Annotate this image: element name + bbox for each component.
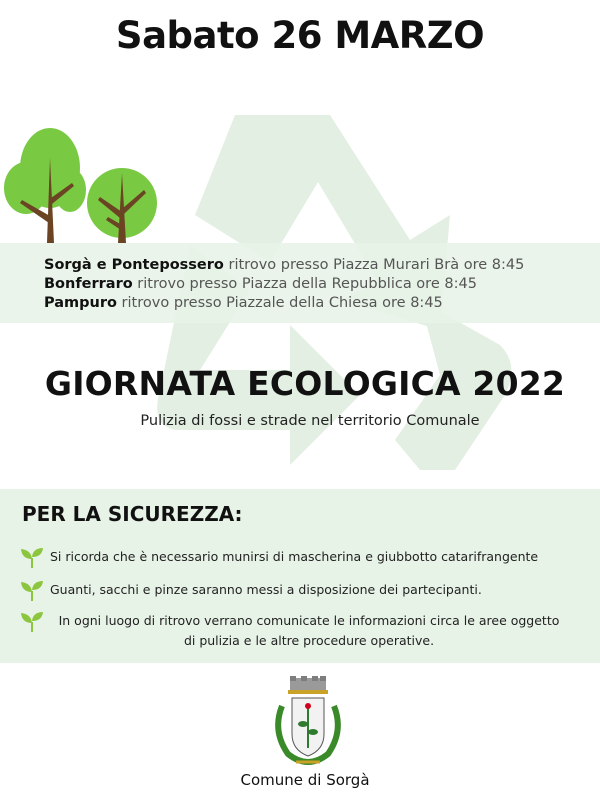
safety-item: In ogni luogo di ritrovo verrano comunicate le informazioni circa le aree oggetto di pulizia e le altre procedure operative.	[20, 611, 564, 651]
event-subtitle: Pulizia di fossi e strade nel territorio Comunale	[140, 413, 480, 429]
footer-municipality: Comune di Sorgà	[240, 771, 370, 789]
coat-of-arms-icon	[268, 676, 348, 768]
headline-date: Sabato 26 MARZO	[115, 14, 485, 57]
sprout-icon	[20, 547, 44, 569]
meeting-point: Pampuro ritrovo presso Piazzale della Chiesa ore 8:45	[44, 295, 443, 311]
sprout-icon	[20, 611, 44, 633]
meeting-points-list	[44, 256, 524, 313]
sprout-icon	[20, 580, 44, 602]
event-title: GIORNATA ECOLOGICA 2022	[44, 364, 566, 403]
meeting-point: Bonferraro ritrovo presso Piazza della Repubblica ore 8:45	[44, 276, 477, 292]
safety-item: Si ricorda che è necessario munirsi di mascherina e giubbotto catarifrangente	[20, 547, 538, 569]
meeting-point: Sorgà e Pontepossero ritrovo presso Piazza Murari Brà ore 8:45	[44, 257, 525, 273]
safety-item: Guanti, sacchi e pinze saranno messi a disposizione dei partecipanti.	[20, 580, 482, 602]
safety-title: PER LA SICUREZZA:	[22, 502, 243, 526]
trees-icon	[2, 118, 162, 246]
